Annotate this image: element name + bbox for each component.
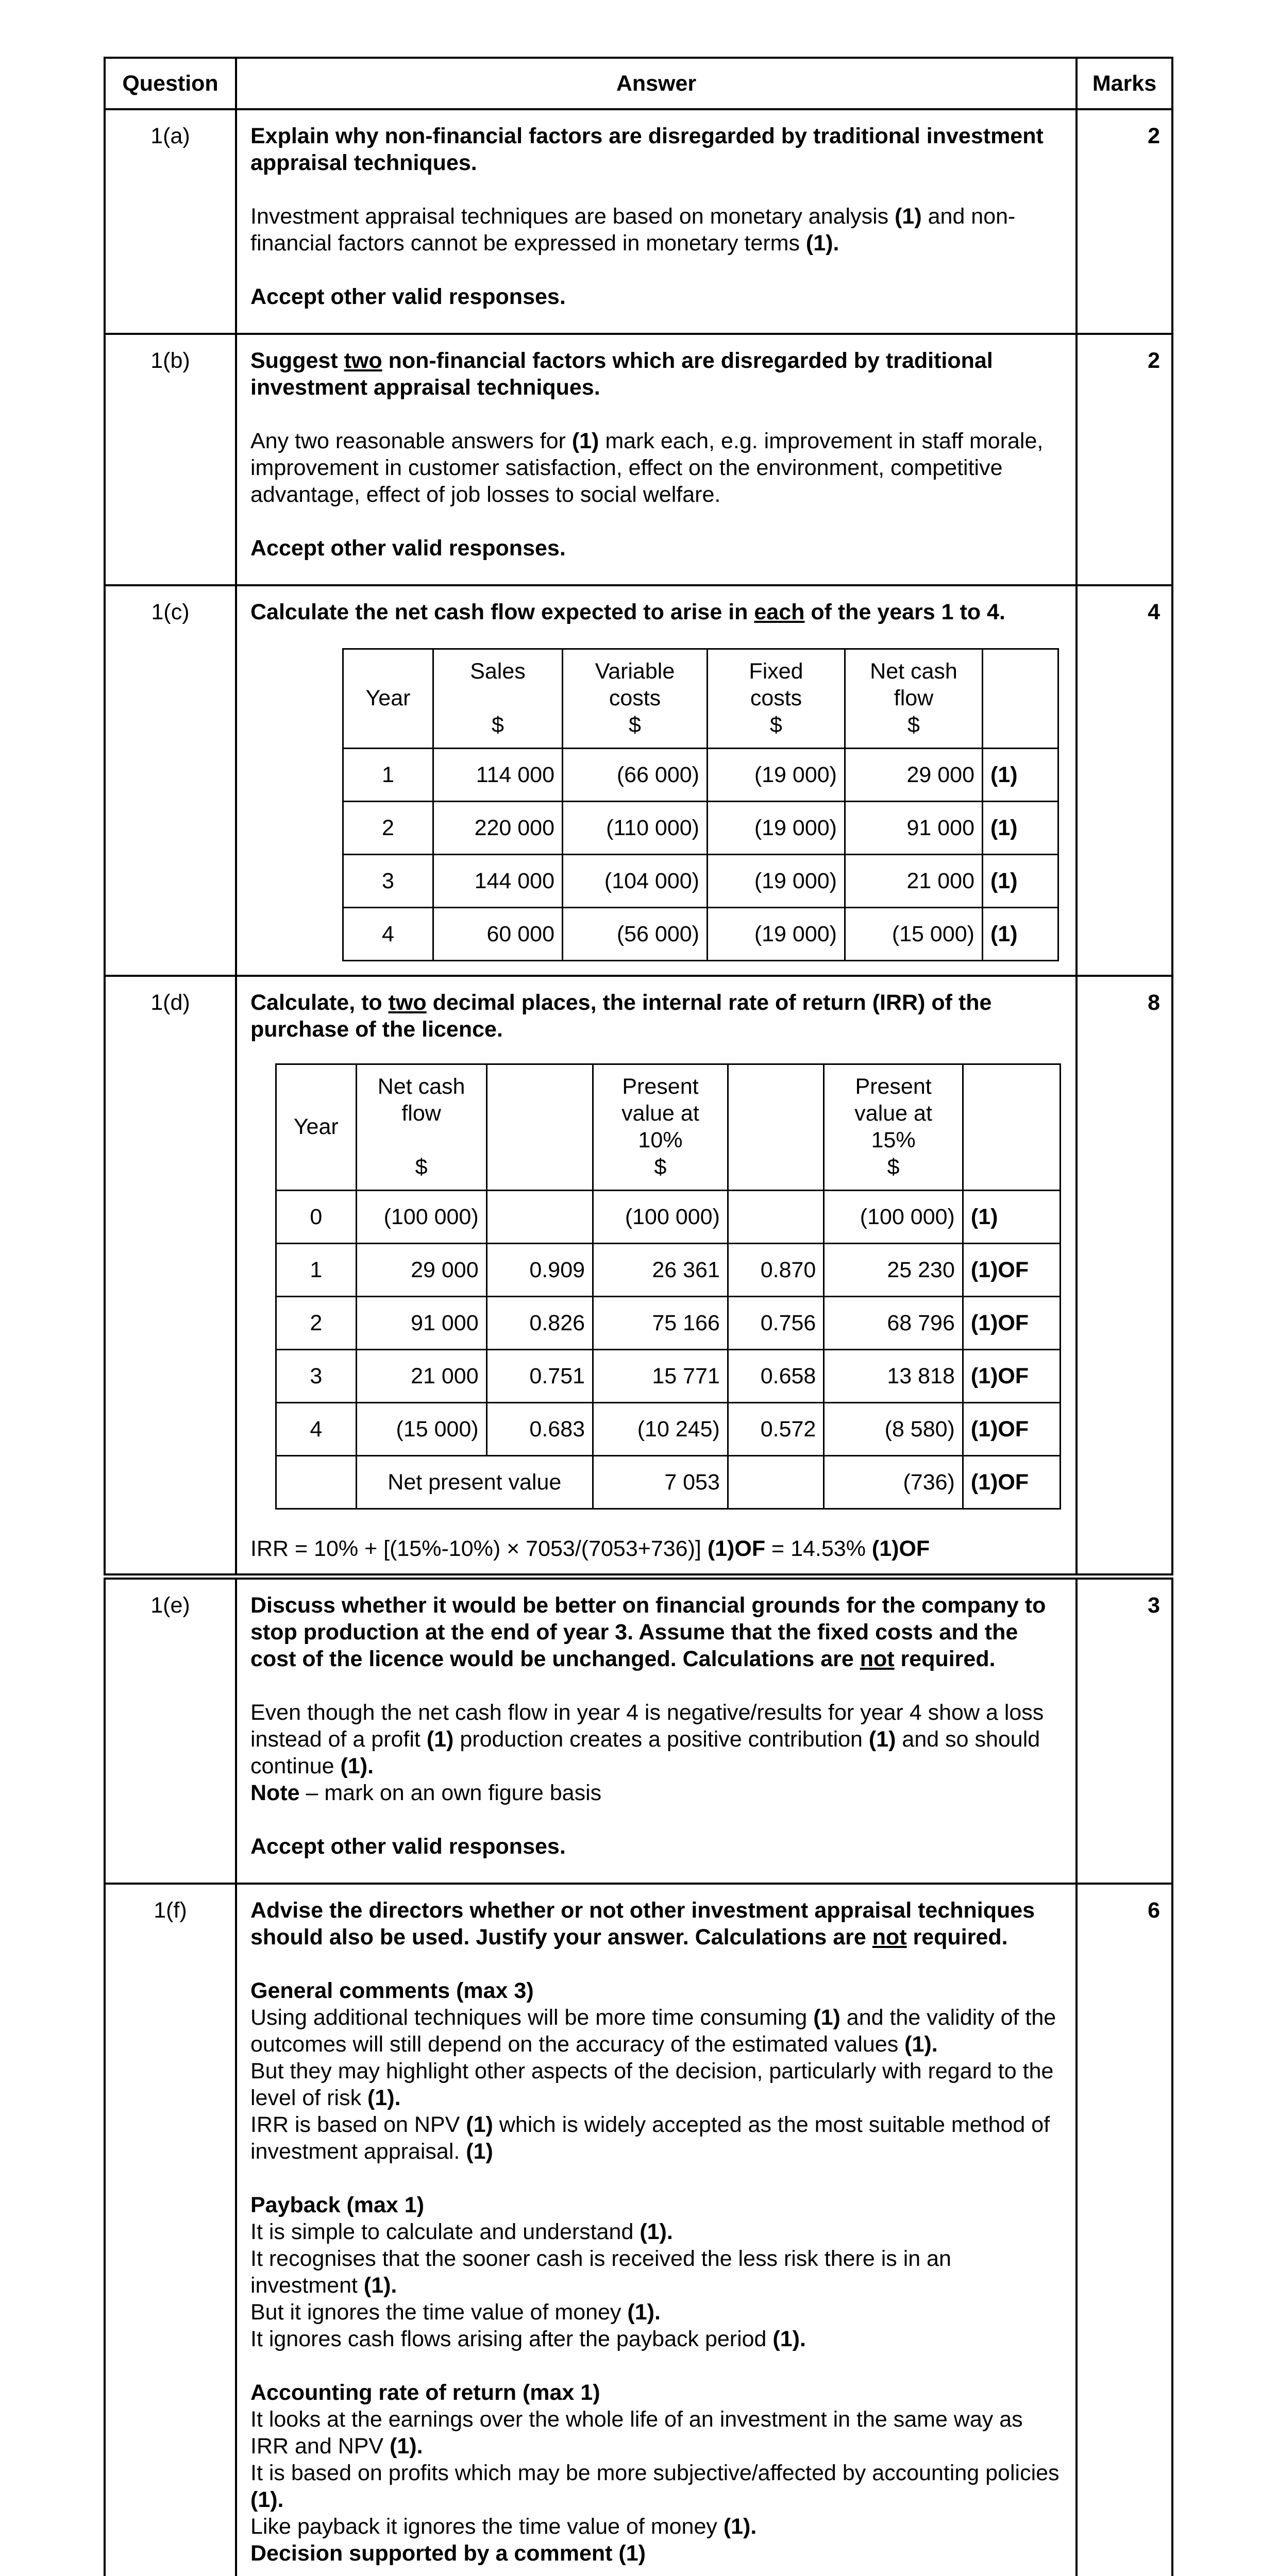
table-cell: 0.751 [486, 1350, 593, 1403]
table-cell: (104 000) [563, 855, 708, 908]
row-mark: (1) [983, 908, 1058, 961]
table-cell: (19 000) [708, 855, 845, 908]
marks-value: 8 [1077, 976, 1172, 1577]
table-row [276, 1403, 1061, 1456]
row-mark: (1)OF [963, 1297, 1060, 1350]
arr-text-1: It looks at the earnings over the whole life of an investment in the same way as IRR and NPV (1). [250, 2407, 1023, 2459]
question-id: 1(d) [105, 976, 236, 1577]
table-row [343, 908, 1058, 961]
table-row [343, 855, 1058, 908]
table-cell: 0.870 [728, 1244, 823, 1297]
table-cell: 0.572 [728, 1403, 823, 1456]
inner-header-row [276, 1064, 1061, 1191]
header-row [105, 58, 1172, 109]
net-cash-flow-table [342, 648, 1059, 961]
question-header: Question [105, 58, 236, 109]
table-cell: 91 000 [845, 802, 983, 855]
arr-text-3: Like payback it ignores the time value of money (1). [250, 2514, 757, 2539]
column-header: Net cash flow $ [356, 1064, 486, 1191]
row-1a [105, 109, 1172, 334]
table-cell: 0.683 [486, 1403, 593, 1456]
row-mark: (1)OF [963, 1350, 1060, 1403]
table-cell: (56 000) [563, 908, 708, 961]
decision-text: Decision supported by a comment (1) [250, 2541, 646, 2566]
column-header: Year [343, 649, 433, 749]
question-prompt: Calculate the net cash flow expected to arise in each of the years 1 to 4. [250, 600, 1005, 624]
irr-table [275, 1063, 1061, 1510]
table-cell: (8 580) [824, 1403, 963, 1456]
answer-cell [236, 585, 1077, 976]
table-cell: (110 000) [563, 802, 708, 855]
answer-cell [236, 976, 1077, 1577]
table-cell: 2 [276, 1297, 357, 1350]
question-prompt: Discuss whether it would be better on financial grounds for the company to stop production at the end of year 3. Assume that the fixed costs and the cost of the licence would be unchanged. Calculations are not required. [250, 1593, 1046, 1671]
table-cell [728, 1191, 823, 1244]
payback-text-4: It ignores cash flows arising after the payback period (1). [250, 2327, 806, 2351]
row-1b [105, 334, 1172, 585]
table-cell: (19 000) [708, 802, 845, 855]
question-prompt: Advise the directors whether or not other investment appraisal techniques should also be used. Justify your answer. Calculations are not required. [250, 1898, 1035, 1950]
table-cell: 2 [343, 802, 433, 855]
table-cell: (19 000) [708, 908, 845, 961]
marks-value: 2 [1077, 109, 1172, 334]
npv-10: 7 053 [593, 1456, 728, 1509]
column-header: Fixed costs $ [708, 649, 845, 749]
table-cell: 114 000 [433, 749, 563, 802]
table-cell: 0.756 [728, 1297, 823, 1350]
general-text-2: But they may highlight other aspects of the decision, particularly with regard to the level of risk (1). [250, 2059, 1054, 2110]
column-header: Net cash flow $ [845, 649, 983, 749]
payback-heading: Payback (max 1) [250, 2193, 425, 2217]
row-mark: (1)OF [963, 1456, 1060, 1509]
inner-header-row [343, 649, 1058, 749]
table-row [276, 1244, 1061, 1297]
table-row [276, 1191, 1061, 1244]
table-row [343, 749, 1058, 802]
answer-text: Any two reasonable answers for (1) mark each, e.g. improvement in staff morale, improvement in customer satisfaction, effect on the environment, competitive advantage, effect of job losses to social welfare. [250, 429, 1044, 507]
table-cell: 60 000 [433, 908, 563, 961]
arr-text-2: It is based on profits which may be more subjective/affected by accounting policies (1). [250, 2461, 1060, 2512]
general-text-1: Using additional techniques will be more time consuming (1) and the validity of the outcomes will still depend on the accuracy of the estimated values (1). [250, 2005, 1056, 2057]
question-id: 1(a) [105, 109, 236, 334]
table-cell: (10 245) [593, 1403, 728, 1456]
table-cell: 26 361 [593, 1244, 728, 1297]
table-cell: 13 818 [824, 1350, 963, 1403]
table-cell: 220 000 [433, 802, 563, 855]
answer-cell [236, 1577, 1077, 1884]
payback-text-3: But it ignores the time value of money (1). [250, 2300, 661, 2325]
row-mark: (1) [963, 1191, 1060, 1244]
column-header: Variable costs $ [563, 649, 708, 749]
table-row [276, 1350, 1061, 1403]
answer-cell [236, 334, 1077, 585]
table-cell: 15 771 [593, 1350, 728, 1403]
row-1d [105, 976, 1172, 1577]
table-cell: (15 000) [356, 1403, 486, 1456]
column-header [983, 649, 1058, 749]
accept-note: Accept other valid responses. [250, 1834, 566, 1859]
answer-text: Investment appraisal techniques are based on monetary analysis (1) and non-financial factors cannot be expressed in monetary terms (1). [250, 204, 1016, 256]
column-header: Present value at 15% $ [824, 1064, 963, 1191]
row-mark: (1)OF [963, 1244, 1060, 1297]
accept-note: Accept other valid responses. [250, 536, 566, 561]
marks-value: 4 [1077, 585, 1172, 976]
accept-note: Accept other valid responses. [250, 284, 566, 309]
table-cell: 3 [276, 1350, 357, 1403]
table-cell: 91 000 [356, 1297, 486, 1350]
marks-value: 3 [1077, 1577, 1172, 1884]
table-cell [728, 1456, 823, 1509]
row-1f [105, 1884, 1172, 2576]
table-cell: 4 [343, 908, 433, 961]
table-cell: 68 796 [824, 1297, 963, 1350]
table-cell: 29 000 [356, 1244, 486, 1297]
table-cell: 21 000 [845, 855, 983, 908]
table-cell: (15 000) [845, 908, 983, 961]
table-cell: 0.658 [728, 1350, 823, 1403]
column-header [728, 1064, 823, 1191]
column-header: Year [276, 1064, 357, 1191]
row-1c [105, 585, 1172, 976]
table-cell: 1 [343, 749, 433, 802]
table-cell: (100 000) [593, 1191, 728, 1244]
table-cell [486, 1191, 593, 1244]
row-mark: (1) [983, 749, 1058, 802]
irr-calculation: IRR = 10% + [(15%-10%) × 7053/(7053+736)] (1)OF = 14.53% (1)OF [250, 1536, 930, 1561]
table-cell: 0.909 [486, 1244, 593, 1297]
table-cell: (100 000) [824, 1191, 963, 1244]
answer-cell [236, 1884, 1077, 2576]
question-id: 1(e) [105, 1577, 236, 1884]
row-mark: (1) [983, 802, 1058, 855]
question-prompt: Explain why non-financial factors are disregarded by traditional investment appraisal techniques. [250, 124, 1044, 175]
marks-value: 6 [1077, 1884, 1172, 2576]
table-cell: 21 000 [356, 1350, 486, 1403]
row-mark: (1)OF [963, 1403, 1060, 1456]
table-cell: (100 000) [356, 1191, 486, 1244]
table-cell: (19 000) [708, 749, 845, 802]
table-row [276, 1297, 1061, 1350]
table-cell: 25 230 [824, 1244, 963, 1297]
general-text-3: IRR is based on NPV (1) which is widely accepted as the most suitable method of investment appraisal. (1) [250, 2112, 1050, 2164]
question-prompt: Calculate, to two decimal places, the internal rate of return (IRR) of the purchase of the licence. [250, 990, 992, 1042]
column-header: Present value at 10% $ [593, 1064, 728, 1191]
table-cell: 29 000 [845, 749, 983, 802]
row-1e [105, 1577, 1172, 1884]
npv-row [276, 1456, 1061, 1509]
table-cell [276, 1456, 357, 1509]
mark-scheme-table [104, 57, 1173, 2576]
question-id: 1(b) [105, 334, 236, 585]
arr-heading: Accounting rate of return (max 1) [250, 2380, 600, 2405]
npv-label: Net present value [356, 1456, 593, 1509]
table-cell: (66 000) [563, 749, 708, 802]
table-cell: 75 166 [593, 1297, 728, 1350]
table-cell: 144 000 [433, 855, 563, 908]
general-heading: General comments (max 3) [250, 1978, 534, 2003]
table-cell: 0.826 [486, 1297, 593, 1350]
marks-value: 2 [1077, 334, 1172, 585]
column-header [486, 1064, 593, 1191]
table-cell: 0 [276, 1191, 357, 1244]
answer-header: Answer [236, 58, 1077, 109]
table-row [343, 802, 1058, 855]
table-cell: 4 [276, 1403, 357, 1456]
table-cell: 3 [343, 855, 433, 908]
npv-15: (736) [824, 1456, 963, 1509]
question-id: 1(f) [105, 1884, 236, 2576]
answer-text: Even though the net cash flow in year 4 is negative/results for year 4 show a loss instead of a profit (1) production creates a positive contribution (1) and so should continue (1). [250, 1700, 1044, 1778]
question-id: 1(c) [105, 585, 236, 976]
payback-text-2: It recognises that the sooner cash is received the less risk there is in an investment (1). [250, 2246, 951, 2298]
marks-header: Marks [1077, 58, 1172, 109]
answer-cell [236, 109, 1077, 334]
question-prompt: Suggest two non-financial factors which are disregarded by traditional investment appraisal techniques. [250, 348, 993, 400]
payback-text-1: It is simple to calculate and understand (1). [250, 2219, 673, 2244]
column-header: Sales $ [433, 649, 563, 749]
note-text: Note – mark on an own figure basis [250, 1781, 602, 1805]
column-header [963, 1064, 1060, 1191]
row-mark: (1) [983, 855, 1058, 908]
table-cell: 1 [276, 1244, 357, 1297]
